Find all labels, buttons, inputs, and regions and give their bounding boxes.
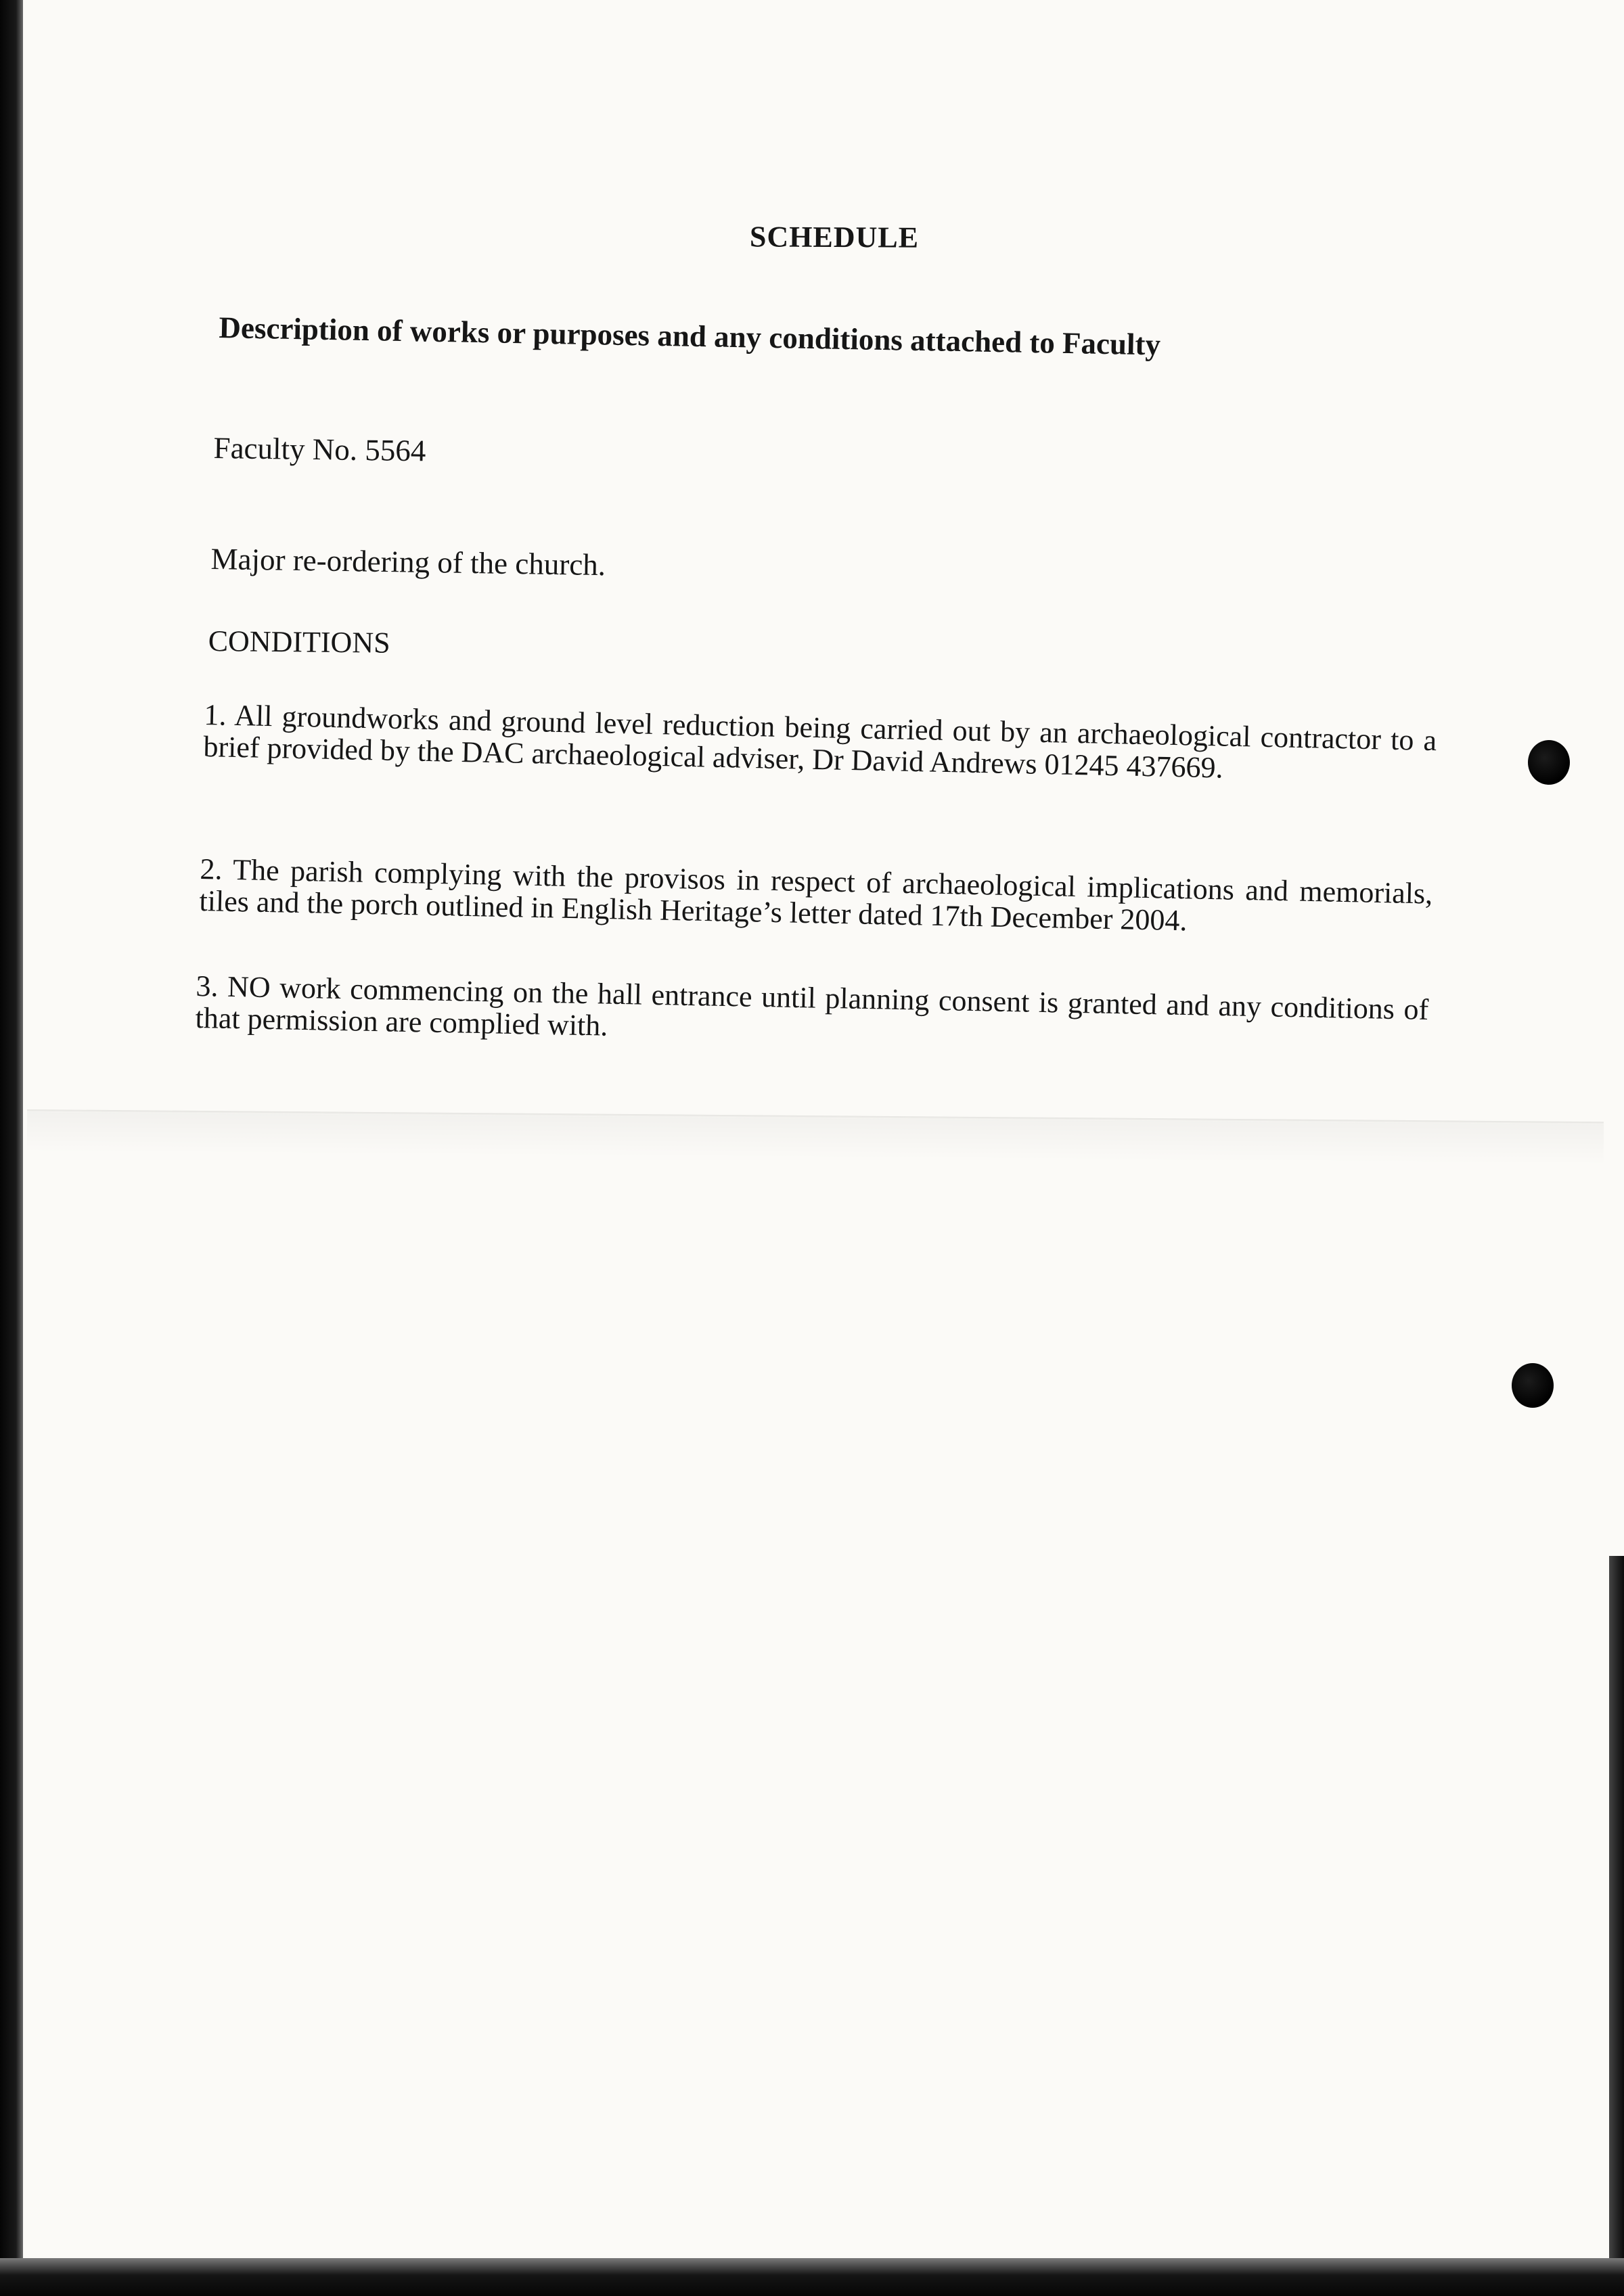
description-heading: Description of works or purposes and any conditions attached to Faculty xyxy=(219,310,1161,362)
condition-paragraph: 1. All groundworks and ground level reduction being carried out by an archaeological contractor to a brief provided by the DAC archaeological adviser, Dr David Andrews 01245 437669. xyxy=(203,698,1437,785)
schedule-heading: SCHEDULE xyxy=(749,220,920,254)
punch-hole-icon xyxy=(1512,1363,1554,1408)
scan-border-bottom xyxy=(0,2258,1624,2296)
condition-paragraph: 2. The parish complying with the provisos in respect of archaeological implications and memorials, tiles and the porch outlined in English Heritage’s letter dated 17th December 2004. xyxy=(199,852,1433,938)
works-description: Major re-ordering of the church. xyxy=(210,541,606,582)
scan-border-right xyxy=(1609,1556,1624,2296)
condition-paragraph: 3. NO work commencing on the hall entrance until planning consent is granted and any conditions of that permission are complied with. xyxy=(195,969,1429,1042)
scan-border-left xyxy=(0,0,23,2296)
conditions-heading: CONDITIONS xyxy=(208,624,390,660)
faculty-number: Faculty No. 5564 xyxy=(213,430,426,468)
punch-hole-icon xyxy=(1528,740,1570,785)
